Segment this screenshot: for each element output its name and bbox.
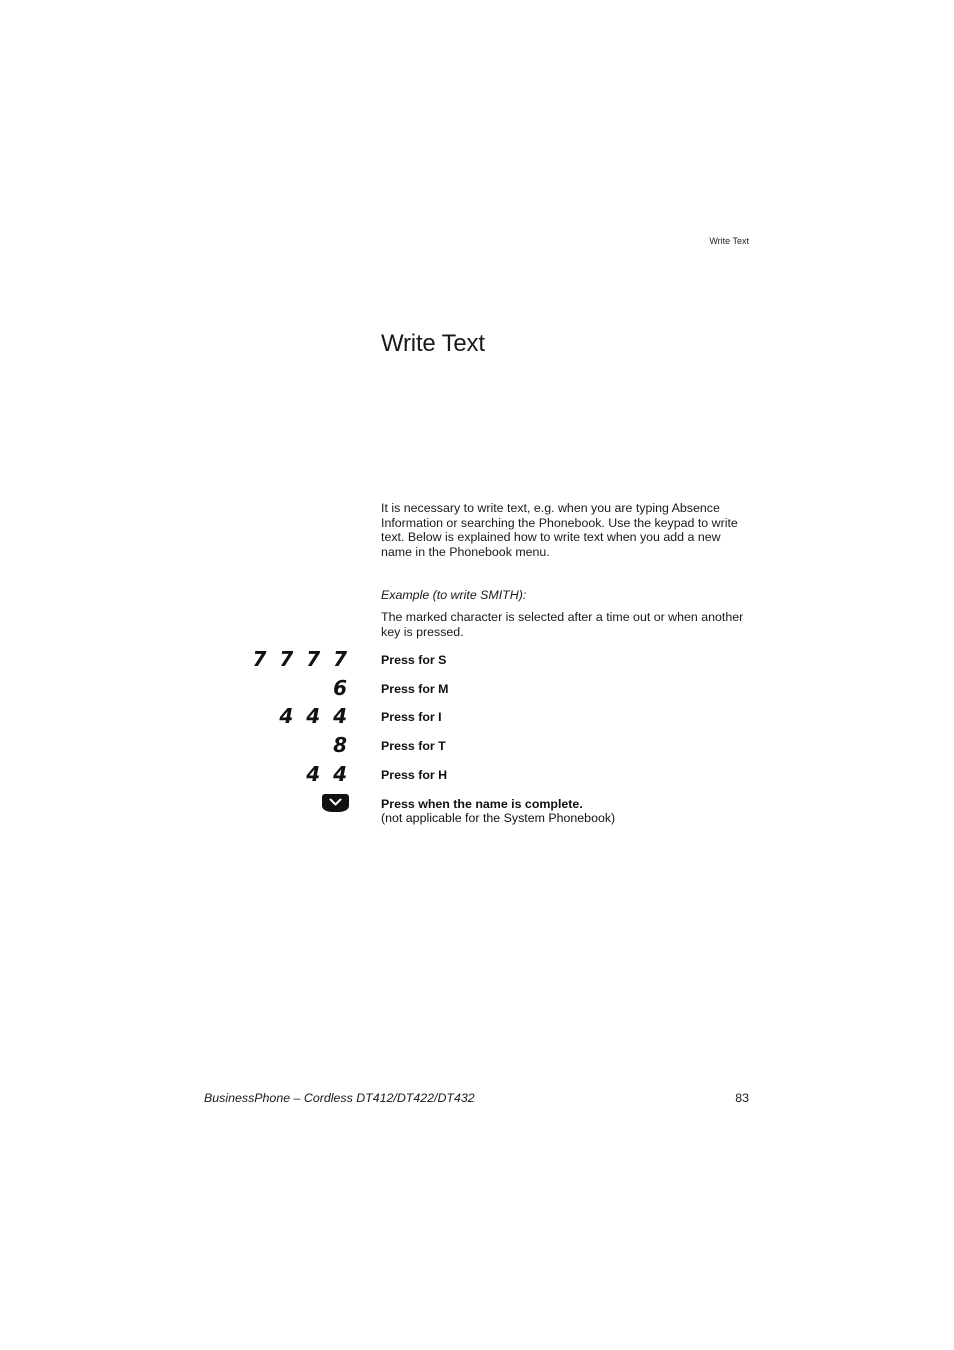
step-label: Press for M bbox=[381, 682, 449, 696]
keypad-keys: 4 4 bbox=[306, 762, 350, 786]
example-heading: Example (to write SMITH): bbox=[381, 588, 527, 602]
step-press-t bbox=[0, 734, 760, 760]
running-header: Write Text bbox=[709, 236, 749, 246]
keypad-keys: 8 bbox=[333, 733, 350, 757]
step-press-m bbox=[0, 677, 760, 703]
step-press-i bbox=[0, 705, 760, 731]
navigation-down-key-icon bbox=[322, 794, 349, 812]
step-press-s bbox=[0, 648, 760, 674]
step-confirm-name bbox=[0, 792, 760, 832]
footer-product-name: BusinessPhone – Cordless DT412/DT422/DT432 bbox=[204, 1091, 475, 1105]
step-press-h bbox=[0, 763, 760, 789]
keypad-keys: 7 7 7 7 bbox=[252, 647, 350, 671]
example-note: The marked character is selected after a time out or when another key is pressed. bbox=[381, 610, 744, 639]
page-title: Write Text bbox=[381, 330, 485, 357]
step-label: Press when the name is complete. bbox=[381, 797, 583, 811]
keypad-keys: 4 4 4 bbox=[279, 704, 350, 728]
footer-page-number: 83 bbox=[735, 1091, 749, 1105]
intro-paragraph: It is necessary to write text, e.g. when you are typing Absence Information or searching the Phonebook. Use the keypad to write text. Below is explained how to write text when you add a new name in the Phonebook menu. bbox=[381, 501, 738, 559]
step-sublabel: (not applicable for the System Phonebook) bbox=[381, 811, 616, 825]
step-label: Press for I bbox=[381, 710, 442, 724]
step-label: Press for S bbox=[381, 653, 447, 667]
step-label: Press for T bbox=[381, 739, 446, 753]
keypad-keys: 6 bbox=[333, 676, 350, 700]
step-label: Press for H bbox=[381, 768, 448, 782]
